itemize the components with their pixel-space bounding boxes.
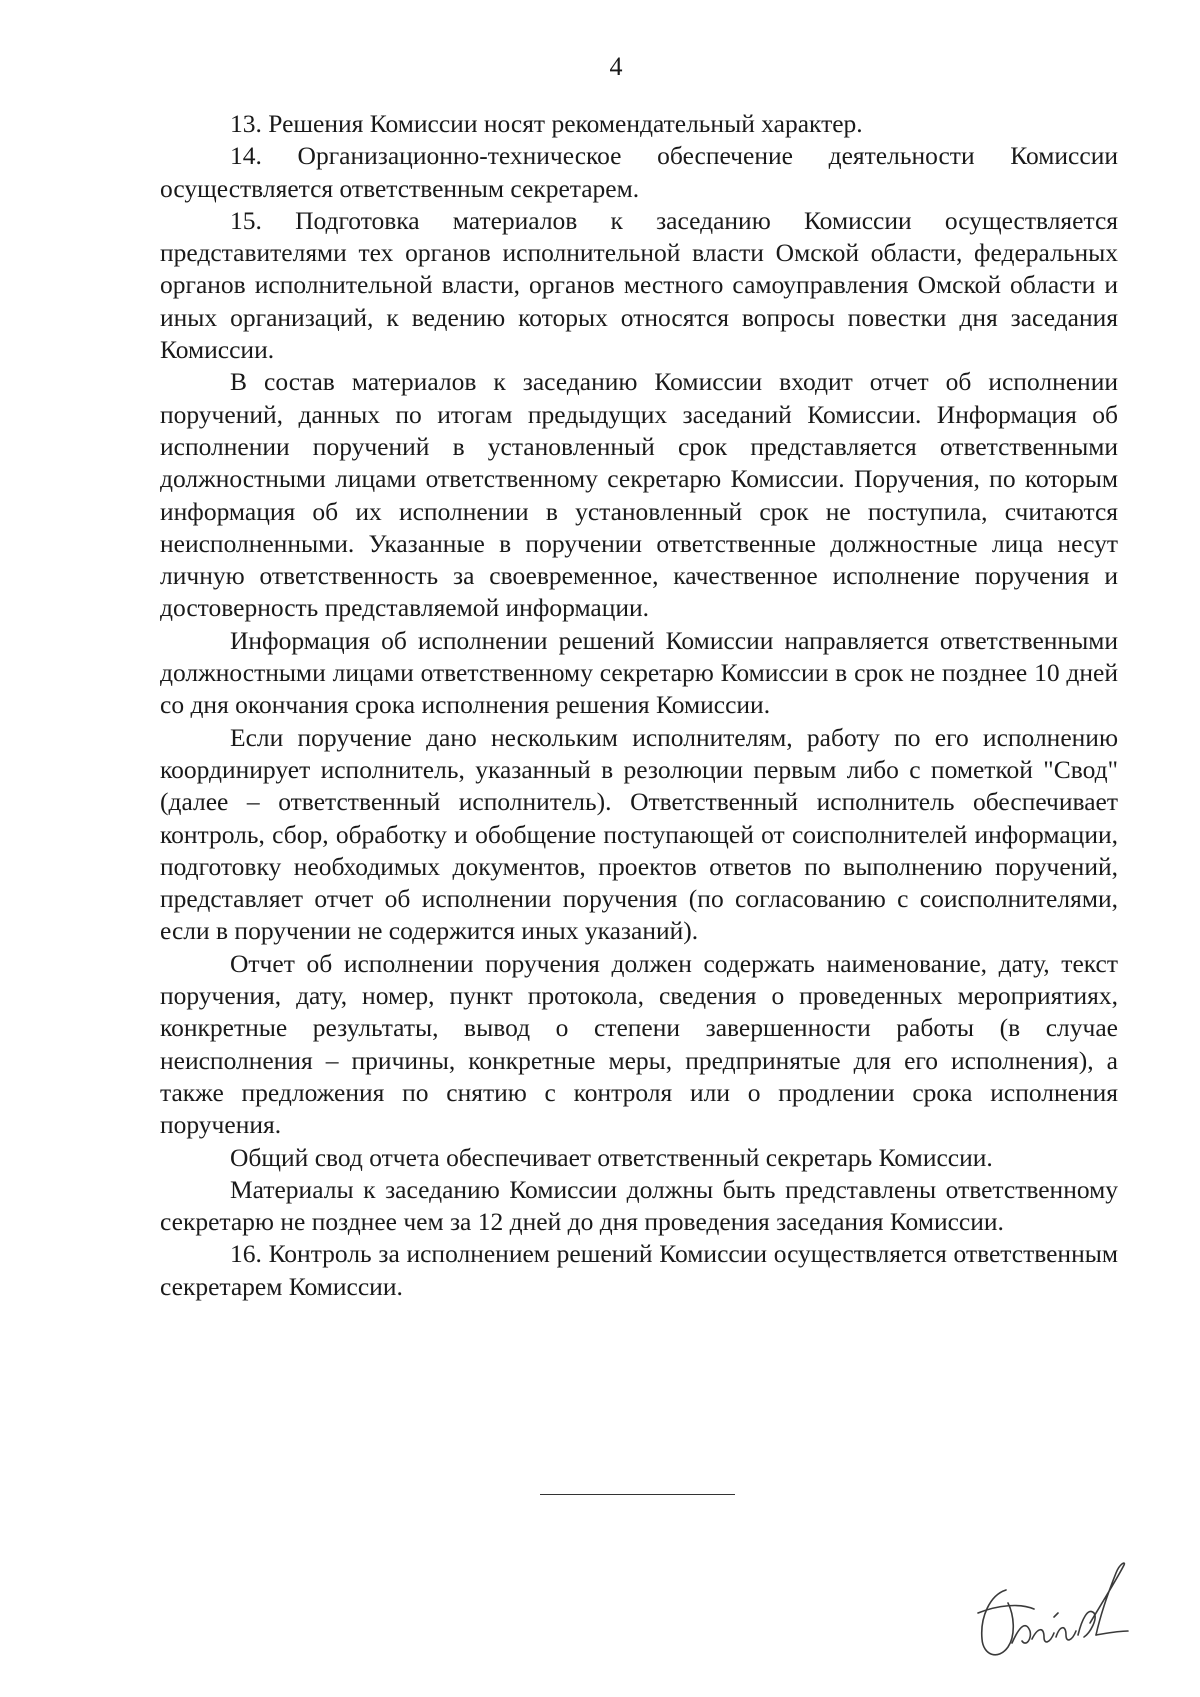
paragraph-general-summary: Общий свод отчета обеспечивает ответственный секретарь Комиссии. xyxy=(230,1142,993,1172)
paragraph-report-contents: Отчет об исполнении поручения должен содержать наименование, дату, текст поручения, дату, номер, пункт протокола, сведения о проведенных мероприятиях, конкретные результаты, вывод о степени завершенности работы (в случае неисполнения – причины, конкретные меры, предпринятые для его исполнения), а также предложения по снятию с контроля или о продлении срока исполнения поручения. xyxy=(160,948,1118,1140)
paragraph-materials: В состав материалов к заседанию Комиссии входит отчет об исполнении поручений, данных по итогам предыдущих заседаний Комиссии. Информация об исполнении поручений в установленный срок представляется ответственными должностными лицами ответственному секретарю Комиссии. Поручения, по которым информация об их исполнении в установленный срок не поступила, считаются неисполненными. Указанные в поручении ответственные должностные лица несут личную ответственность за своевременное, качественное исполнение поручения и достоверность представляемой информации. xyxy=(160,367,1118,623)
paragraph-14: 14. Организационно-техническое обеспечение деятельности Комиссии осуществляется ответственным секретарем. xyxy=(160,141,1118,203)
paragraph-multiple-executors: Если поручение дано нескольким исполнителям, работу по его исполнению координирует исполнитель, указанный в резолюции первым либо с пометкой "Свод" (далее – ответственный исполнитель). Ответственный исполнитель обеспечивает контроль, сбор, обработку и обобщение поступающей от соисполнителей информации, подготовку необходимых документов, проектов ответов по выполнению поручений, представляет отчет об исполнении поручения (по согласованию с соисполнителями, если в поручении не содержится иных указаний). xyxy=(160,722,1118,946)
paragraph-materials-deadline: Материалы к заседанию Комиссии должны быть представлены ответственному секретарю не позднее чем за 12 дней до дня проведения заседания Комиссии. xyxy=(160,1174,1118,1237)
paragraph-decisions-info: Информация об исполнении решений Комиссии направляется ответственными должностными лицами ответственному секретарю Комиссии в срок не позднее 10 дней со дня окончания срока исполнения решения Комиссии. xyxy=(160,625,1118,720)
paragraph-15: 15. Подготовка материалов к заседанию Комиссии осуществляется представителями тех органов исполнительной власти Омской области, федеральных органов исполнительной власти, органов местного самоуправления Омской области и иных организаций, к ведению которых относятся вопросы повестки дня заседания Комиссии. xyxy=(160,205,1118,365)
handwritten-signature xyxy=(968,1555,1138,1680)
page-number: 4 xyxy=(609,52,623,81)
paragraph-16: 16. Контроль за исполнением решений Комиссии осуществляется ответственным секретарем Комиссии. xyxy=(160,1239,1118,1301)
document-body xyxy=(160,108,1118,1303)
end-separator-line xyxy=(540,1494,735,1495)
paragraph-13: 13. Решения Комиссии носят рекомендательный характер. xyxy=(230,109,863,138)
